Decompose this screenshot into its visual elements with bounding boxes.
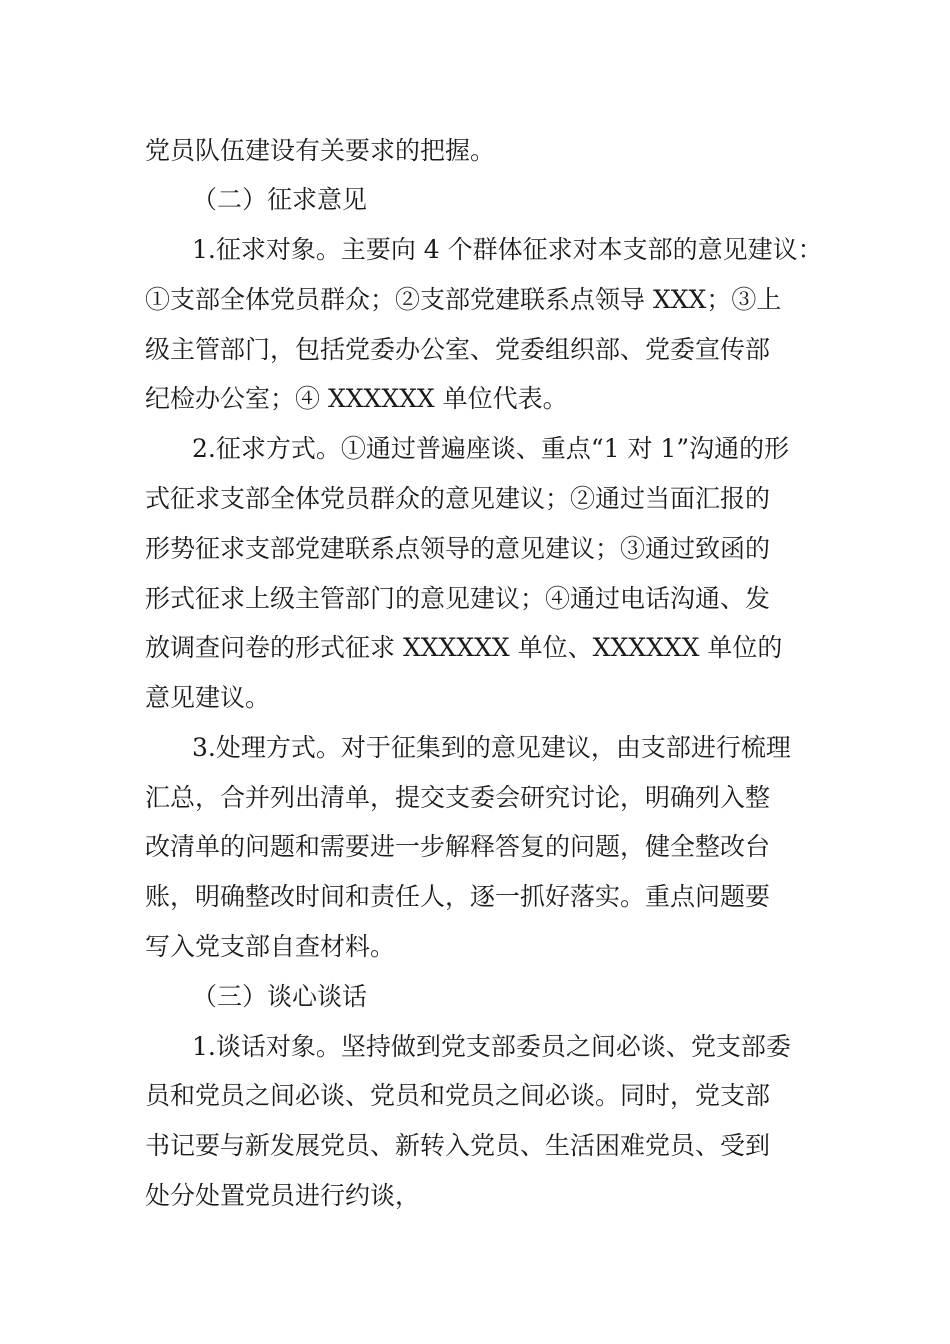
body-text-line: 党员队伍建设有关要求的把握。 — [145, 136, 496, 165]
body-text-line: 形势征求支部党建联系点领导的意见建议；③通过致函的 — [145, 534, 771, 563]
body-text-line: 账，明确整改时间和责任人，逐一抓好落实。重点问题要 — [145, 882, 771, 911]
body-text-line: 意见建议。 — [145, 683, 271, 712]
body-text-line: 放调查问卷的形式征求 XXXXXX 单位、XXXXXX 单位的 — [145, 633, 783, 662]
body-text-line: 写入党支部自查材料。 — [145, 932, 396, 961]
section-heading: （二）征求意见 — [192, 185, 368, 214]
body-text-line: 式征求支部全体党员群众的意见建议；②通过当面汇报的 — [145, 484, 771, 513]
body-text-line: 汇总，合并列出清单，提交支委会研究讨论，明确列入整 — [145, 783, 771, 812]
section-heading: （三）谈心谈话 — [192, 982, 368, 1011]
body-text-line: ①支部全体党员群众；②支部党建联系点领导 XXX；③上 — [145, 285, 782, 314]
paragraph-first-line: 3.处理方式。对于征集到的意见建议，由支部进行梳理 — [192, 733, 791, 762]
paragraph-first-line: 2.征求方式。①通过普遍座谈、重点“1 对 1”沟通的形 — [192, 434, 790, 463]
body-text-line: 形式征求上级主管部门的意见建议；④通过电话沟通、发 — [145, 584, 771, 613]
body-text-line: 级主管部门，包括党委办公室、党委组织部、党委宣传部 — [145, 335, 771, 364]
body-text-line: 书记要与新发展党员、新转入党员、生活困难党员、受到 — [145, 1131, 771, 1160]
body-text-line: 改清单的问题和需要进一步解释答复的问题，健全整改台 — [145, 832, 771, 861]
body-text-line: 员和党员之间必谈、党员和党员之间必谈。同时，党支部 — [145, 1081, 771, 1110]
paragraph-first-line: 1.征求对象。主要向 4 个群体征求对本支部的意见建议： — [192, 235, 823, 264]
paragraph-first-line: 1.谈话对象。坚持做到党支部委员之间必谈、党支部委 — [192, 1032, 791, 1061]
body-text-line: 处分处置党员进行约谈， — [145, 1181, 421, 1210]
body-text-line: 纪检办公室；④ XXXXXX 单位代表。 — [145, 384, 568, 413]
